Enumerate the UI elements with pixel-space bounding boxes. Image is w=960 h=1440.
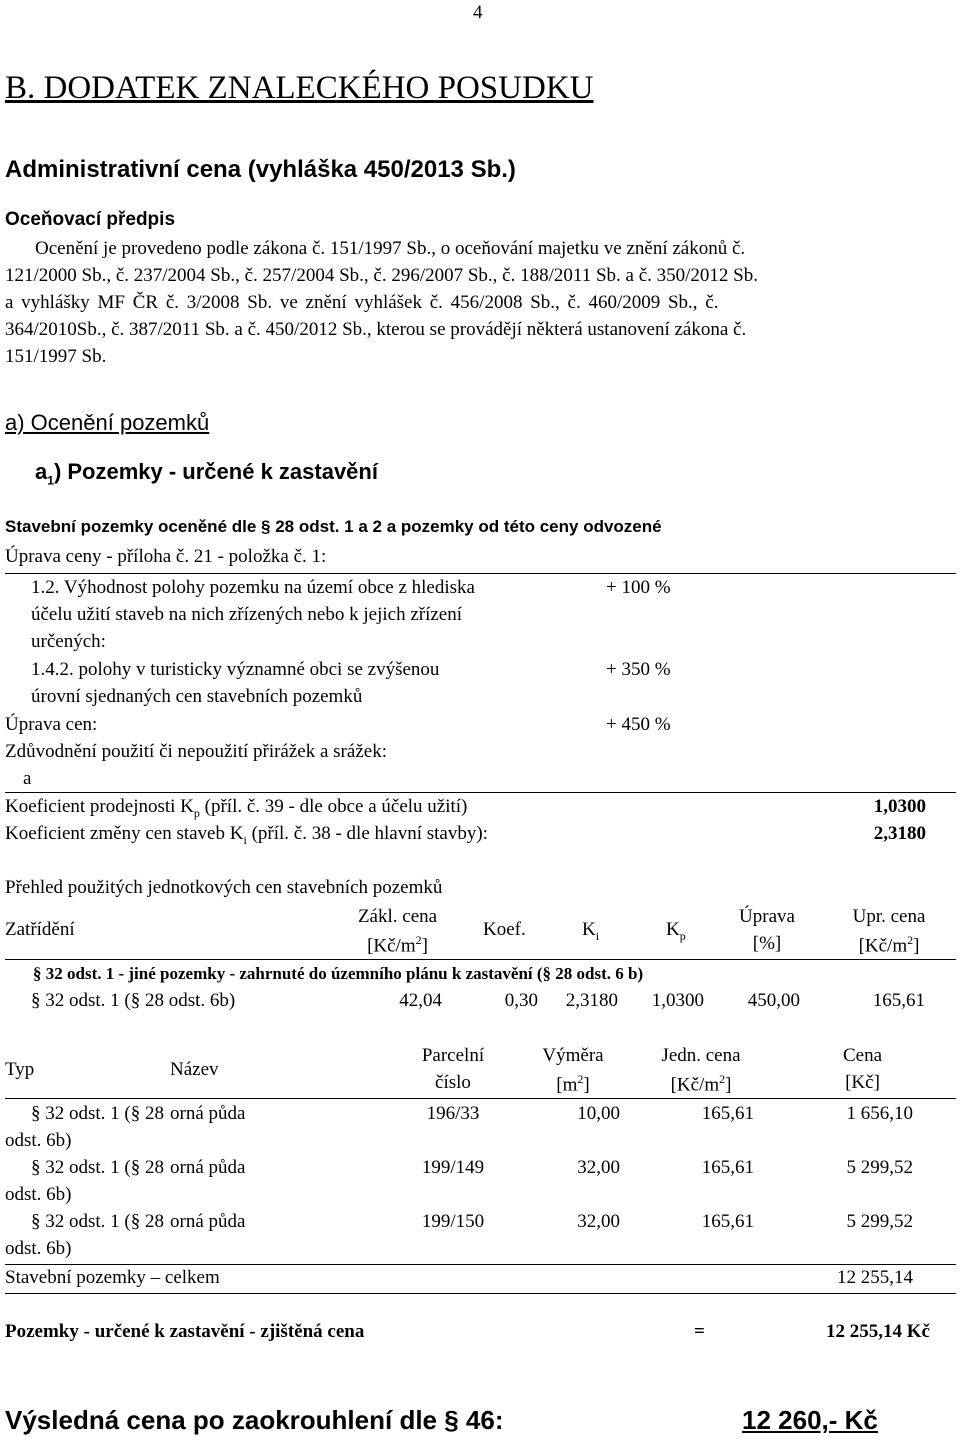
sub-heading-prefix: a xyxy=(35,459,48,484)
adj-item-line: určených: xyxy=(31,631,106,652)
unit-prices-title: Přehled použitých jednotkových cen stavebních pozemků xyxy=(5,877,443,898)
coef-ki-rest: (příl. č. 38 - dle hlavní stavby): xyxy=(246,823,488,844)
admin-heading: Administrativní cena (vyhláška 450/2013 Sb.) xyxy=(5,156,516,183)
parcel-typ: § 32 odst. 1 (§ 28 xyxy=(31,1211,164,1232)
unit-row-upr: 165,61 xyxy=(872,990,925,1011)
final-price-value: 12 260,- Kč xyxy=(742,1405,878,1435)
unit-row-ki: 2,3180 xyxy=(565,990,618,1011)
justification-label: Zdůvodnění použití či nepoužití přirážek a srážek: xyxy=(5,741,387,762)
parcel-cena: 5 299,52 xyxy=(846,1211,913,1232)
zakl-unit-end: ] xyxy=(421,935,428,957)
parcel-jedn: 165,61 xyxy=(701,1211,754,1232)
pricing-line: 151/1997 Sb. xyxy=(5,346,107,367)
jedn-unit-text: [Kč/m xyxy=(670,1074,720,1096)
coef-ki-text: Koeficient změny cen staveb K xyxy=(5,823,244,844)
col-ki xyxy=(582,919,599,944)
coef-kp-sub: p xyxy=(193,805,200,820)
justification-value: a xyxy=(23,768,32,789)
coef-ki-label xyxy=(5,823,488,848)
col-jedn: Jedn. cena xyxy=(661,1045,741,1066)
adj-total-label: Úprava cen: xyxy=(5,714,98,735)
adj-item-line: úrovní sjednaných cen stavebních pozemků xyxy=(31,686,363,707)
coef-kp-label xyxy=(5,796,467,821)
found-price-eq: = xyxy=(694,1321,705,1342)
col-nazev: Název xyxy=(170,1059,219,1080)
vymera-unit-end: ] xyxy=(583,1074,590,1096)
coef-kp-text: Koeficient prodejnosti K xyxy=(5,796,194,817)
adj-total-value: + 450 % xyxy=(606,714,671,735)
parcel-typ-2: odst. 6b) xyxy=(5,1130,72,1151)
col-upr-unit xyxy=(830,933,948,957)
col-kp xyxy=(666,919,686,944)
kp-sub: p xyxy=(679,928,686,943)
divider xyxy=(5,1293,956,1294)
found-price-value: 12 255,14 Kč xyxy=(826,1321,930,1342)
unit-row-uprava: 450,00 xyxy=(747,990,800,1011)
ki-text: K xyxy=(582,919,596,940)
building-plots-heading: Stavební pozemky oceněné dle § 28 odst. 1 a 2 a pozemky od této ceny odvozené xyxy=(5,517,662,536)
sub-heading-rest: ) Pozemky - určené k zastavění xyxy=(53,459,378,484)
kp-text: K xyxy=(666,919,680,940)
parcel-total-value: 12 255,14 xyxy=(837,1267,913,1288)
coef-kp-value: 1,0300 xyxy=(873,796,926,817)
col-upr-cena: Upr. cena xyxy=(852,906,926,927)
upr-unit-end: ] xyxy=(913,935,920,957)
col-cena-unit: [Kč] xyxy=(845,1072,880,1093)
divider xyxy=(5,1264,956,1265)
adj-item-value: + 350 % xyxy=(606,659,671,680)
sub-heading-index: 1 xyxy=(47,473,54,488)
parcel-number: 199/150 xyxy=(421,1211,485,1232)
found-price-label: Pozemky - určené k zastavění - zjištěná cena xyxy=(5,1321,365,1342)
land-heading: a) Ocenění pozemků xyxy=(5,410,210,435)
parcel-typ: § 32 odst. 1 (§ 28 xyxy=(31,1103,164,1124)
parcel-typ-2: odst. 6b) xyxy=(5,1238,72,1259)
parcel-number: 196/33 xyxy=(426,1103,480,1124)
unit-row-koef: 0,30 xyxy=(504,990,538,1011)
pricing-label: Oceňovací předpis xyxy=(5,209,176,230)
pricing-line: 364/2010Sb., č. 387/2011 Sb. a č. 450/2012 Sb., kterou se provádějí některá ustanovení zákona č. xyxy=(5,319,747,340)
vymera-unit-text: [m xyxy=(556,1074,578,1096)
col-zatrideni: Zatřídění xyxy=(5,919,75,940)
divider xyxy=(5,573,956,574)
parcel-number: 199/149 xyxy=(421,1157,485,1178)
col-koef: Koef. xyxy=(483,919,526,940)
adj-item-value: + 100 % xyxy=(606,577,671,598)
section-title: B. DODATEK ZNALECKÉHO POSUDKU xyxy=(5,70,594,106)
vymera-unit-sup: 2 xyxy=(577,1072,584,1086)
unit-row-zatrideni: § 32 odst. 1 (§ 28 odst. 6b) xyxy=(31,990,236,1011)
unit-row-kp: 1,0300 xyxy=(651,990,704,1011)
coef-kp-rest: (příl. č. 39 - dle obce a účelu užití) xyxy=(199,796,468,817)
page-number: 4 xyxy=(473,2,483,23)
sub-heading xyxy=(35,459,378,487)
pricing-line: a vyhlášky MF ČR č. 3/2008 Sb. ve znění vyhlášek č. 456/2008 Sb., č. 460/2009 Sb., č. xyxy=(5,292,719,313)
final-price-label: Výsledná cena po zaokrouhlení dle § 46: xyxy=(5,1405,504,1435)
col-vymera: Výměra xyxy=(542,1045,604,1066)
col-parcel: Parcelní xyxy=(421,1045,485,1066)
upr-unit-sup: 2 xyxy=(907,933,914,947)
parcel-typ: § 32 odst. 1 (§ 28 xyxy=(31,1157,164,1178)
parcel-nazev: orná půda xyxy=(170,1157,246,1178)
ki-sub: i xyxy=(595,928,600,943)
col-parcel-2: číslo xyxy=(435,1072,471,1093)
parcel-vymera: 32,00 xyxy=(577,1157,620,1178)
adj-item-line: účelu užití staveb na nich zřízených nebo k jejich zřízení xyxy=(31,604,463,625)
upr-unit-text: [Kč/m xyxy=(858,935,908,957)
parcel-cena: 5 299,52 xyxy=(846,1157,913,1178)
parcel-cena: 1 656,10 xyxy=(846,1103,913,1124)
col-zakl-cena: Zákl. cena xyxy=(357,906,438,927)
col-uprava-unit: [%] xyxy=(752,933,782,954)
col-cena: Cena xyxy=(842,1045,883,1066)
col-typ: Typ xyxy=(5,1059,35,1080)
parcel-typ-2: odst. 6b) xyxy=(5,1184,72,1205)
adjustment-label: Úprava ceny - příloha č. 21 - položka č. 1: xyxy=(5,546,327,567)
coef-ki-value: 2,3180 xyxy=(873,823,926,844)
divider xyxy=(5,959,956,960)
adj-item-line: 1.2. Výhodnost polohy pozemku na území obce z hlediska xyxy=(31,577,475,598)
pricing-line: Ocenění je provedeno podle zákona č. 151/1997 Sb., o oceňování majetku ve znění zákonů č. xyxy=(35,238,746,259)
zakl-unit-sup: 2 xyxy=(415,933,422,947)
zakl-unit-text: [Kč/m xyxy=(367,935,416,957)
parcel-vymera: 10,00 xyxy=(577,1103,620,1124)
pricing-line: 121/2000 Sb., č. 237/2004 Sb., č. 257/2004 Sb., č. 296/2007 Sb., č. 188/2011 Sb. a č. 350/2012 Sb. xyxy=(5,265,758,286)
col-vymera-unit xyxy=(522,1072,624,1096)
divider xyxy=(5,792,956,793)
parcel-nazev: orná půda xyxy=(170,1103,246,1124)
parcel-jedn: 165,61 xyxy=(701,1103,754,1124)
col-uprava: Úprava xyxy=(739,906,795,927)
jedn-unit-end: ] xyxy=(725,1074,732,1096)
parcel-vymera: 32,00 xyxy=(577,1211,620,1232)
parcel-nazev: orná půda xyxy=(170,1211,246,1232)
unit-row-zakl: 42,04 xyxy=(399,990,442,1011)
jedn-unit-sup: 2 xyxy=(719,1072,726,1086)
adj-item-line: 1.4.2. polohy v turisticky významné obci se zvýšenou xyxy=(31,659,440,680)
parcel-jedn: 165,61 xyxy=(701,1157,754,1178)
unit-group: § 32 odst. 1 - jiné pozemky - zahrnuté do územního plánu k zastavění (§ 28 odst. 6 b) xyxy=(33,964,644,983)
parcel-total-label: Stavební pozemky – celkem xyxy=(5,1267,220,1288)
coef-ki-sub: i xyxy=(243,832,247,847)
col-jedn-unit xyxy=(640,1072,762,1096)
divider xyxy=(5,1098,956,1099)
col-zakl-unit xyxy=(340,933,455,957)
